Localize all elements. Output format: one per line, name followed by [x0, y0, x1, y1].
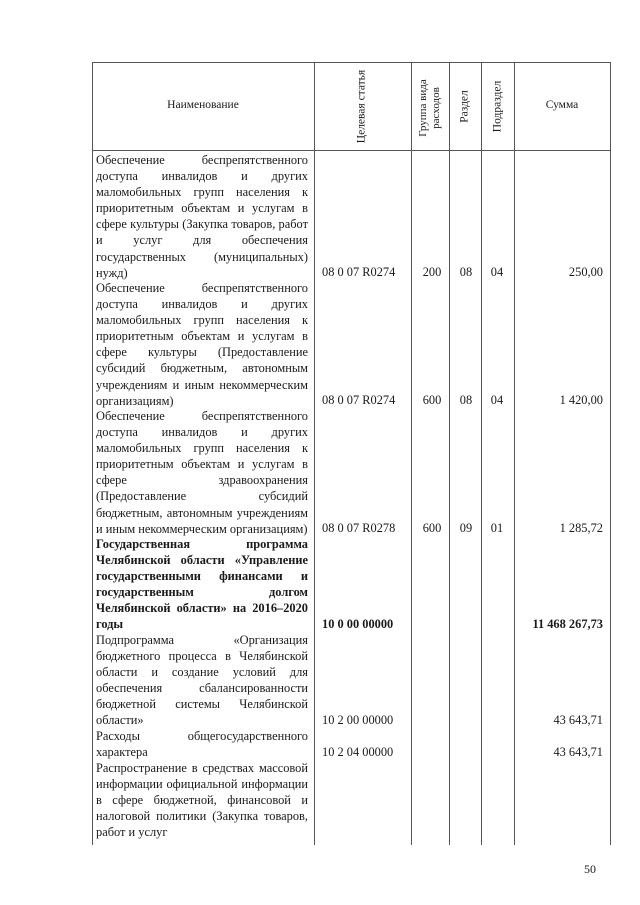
row-2-code: 08 0 07 R0274: [322, 393, 396, 407]
row-2-sum: 1 420,00: [559, 393, 603, 407]
column-divider-sum: [514, 62, 515, 845]
row-3-sum: 1 285,72: [559, 521, 603, 535]
row-3-code: 08 0 07 R0278: [322, 521, 396, 535]
row-3-name: Обеспечение беспрепятственного доступа инвалидов и других маломобильных групп населения к приоритетным объектам и услугам в сфере здравоохранения (Предоставление субсидий бюджетным, автономным учреждениям и иным некоммерческим организациям): [96, 409, 308, 536]
row-1-section: 08: [459, 265, 473, 279]
row-2-name: Обеспечение беспрепятственного доступа инвалидов и других маломобильных групп населения к приоритетным объектам и услугам в сфере культуры (Предоставление субсидий бюджетным, автономным учреждениям и иным некоммерческим организациям): [96, 281, 308, 408]
header-group: Группа вида расходов: [417, 79, 442, 137]
header-name: Наименование: [167, 99, 239, 111]
row-5-sum: 43 643,71: [553, 713, 603, 727]
column-divider-code: [314, 62, 315, 845]
header-code: Целевая статья: [355, 69, 368, 144]
row-3-group: 600: [422, 521, 442, 535]
header-section: Раздел: [458, 90, 471, 123]
row-5-code: 10 2 00 00000: [322, 713, 394, 727]
row-2-subsection: 04: [490, 393, 504, 407]
page-number: 50: [584, 862, 596, 876]
column-divider-subsection: [481, 62, 482, 845]
table-left-border: [92, 62, 93, 845]
row-1-sum: 250,00: [568, 265, 603, 279]
row-6-sum: 43 643,71: [553, 745, 603, 759]
row-7-name: Распространение в средствах массовой информации официальной информации в сфере бюджетной, финансовой и налоговой политики (Закупка товаров, работ и услуг: [96, 761, 308, 840]
header-bottom-border: [92, 150, 611, 151]
header-sum: Сумма: [545, 99, 579, 111]
row-1-code: 08 0 07 R0274: [322, 265, 396, 279]
header-subsection: Подраздел: [491, 80, 504, 133]
row-4-code: 10 0 00 00000: [322, 617, 394, 631]
row-3-section: 09: [459, 521, 473, 535]
row-3-subsection: 01: [490, 521, 504, 535]
table-top-border: [92, 62, 611, 63]
row-2-section: 08: [459, 393, 473, 407]
row-6-code: 10 2 04 00000: [322, 745, 394, 759]
table-right-border: [610, 62, 611, 845]
row-4-sum: 11 468 267,73: [532, 617, 603, 631]
column-divider-group: [411, 62, 412, 845]
row-1-name: Обеспечение беспрепятственного доступа инвалидов и других маломобильных групп населения к приоритетным объектам и услугам в сфере культуры (Закупка товаров, работ и услуг для обеспечения государственных (муниципальных) нужд): [96, 153, 308, 280]
row-1-subsection: 04: [490, 265, 504, 279]
row-5-name: Подпрограмма «Организация бюджетного процесса в Челябинской области и создание условий для обеспечения сбалансированности бюджетной системы Челябинской области»: [96, 633, 308, 728]
row-4-name: Государственная программа Челябинской области «Управление государственными финансами и государственным долгом Челябинской области» на 2016–2020 годы: [96, 537, 308, 632]
row-6-name: Расходы общегосударственного характера: [96, 729, 308, 760]
row-1-group: 200: [422, 265, 442, 279]
row-2-group: 600: [422, 393, 442, 407]
column-divider-section: [449, 62, 450, 845]
